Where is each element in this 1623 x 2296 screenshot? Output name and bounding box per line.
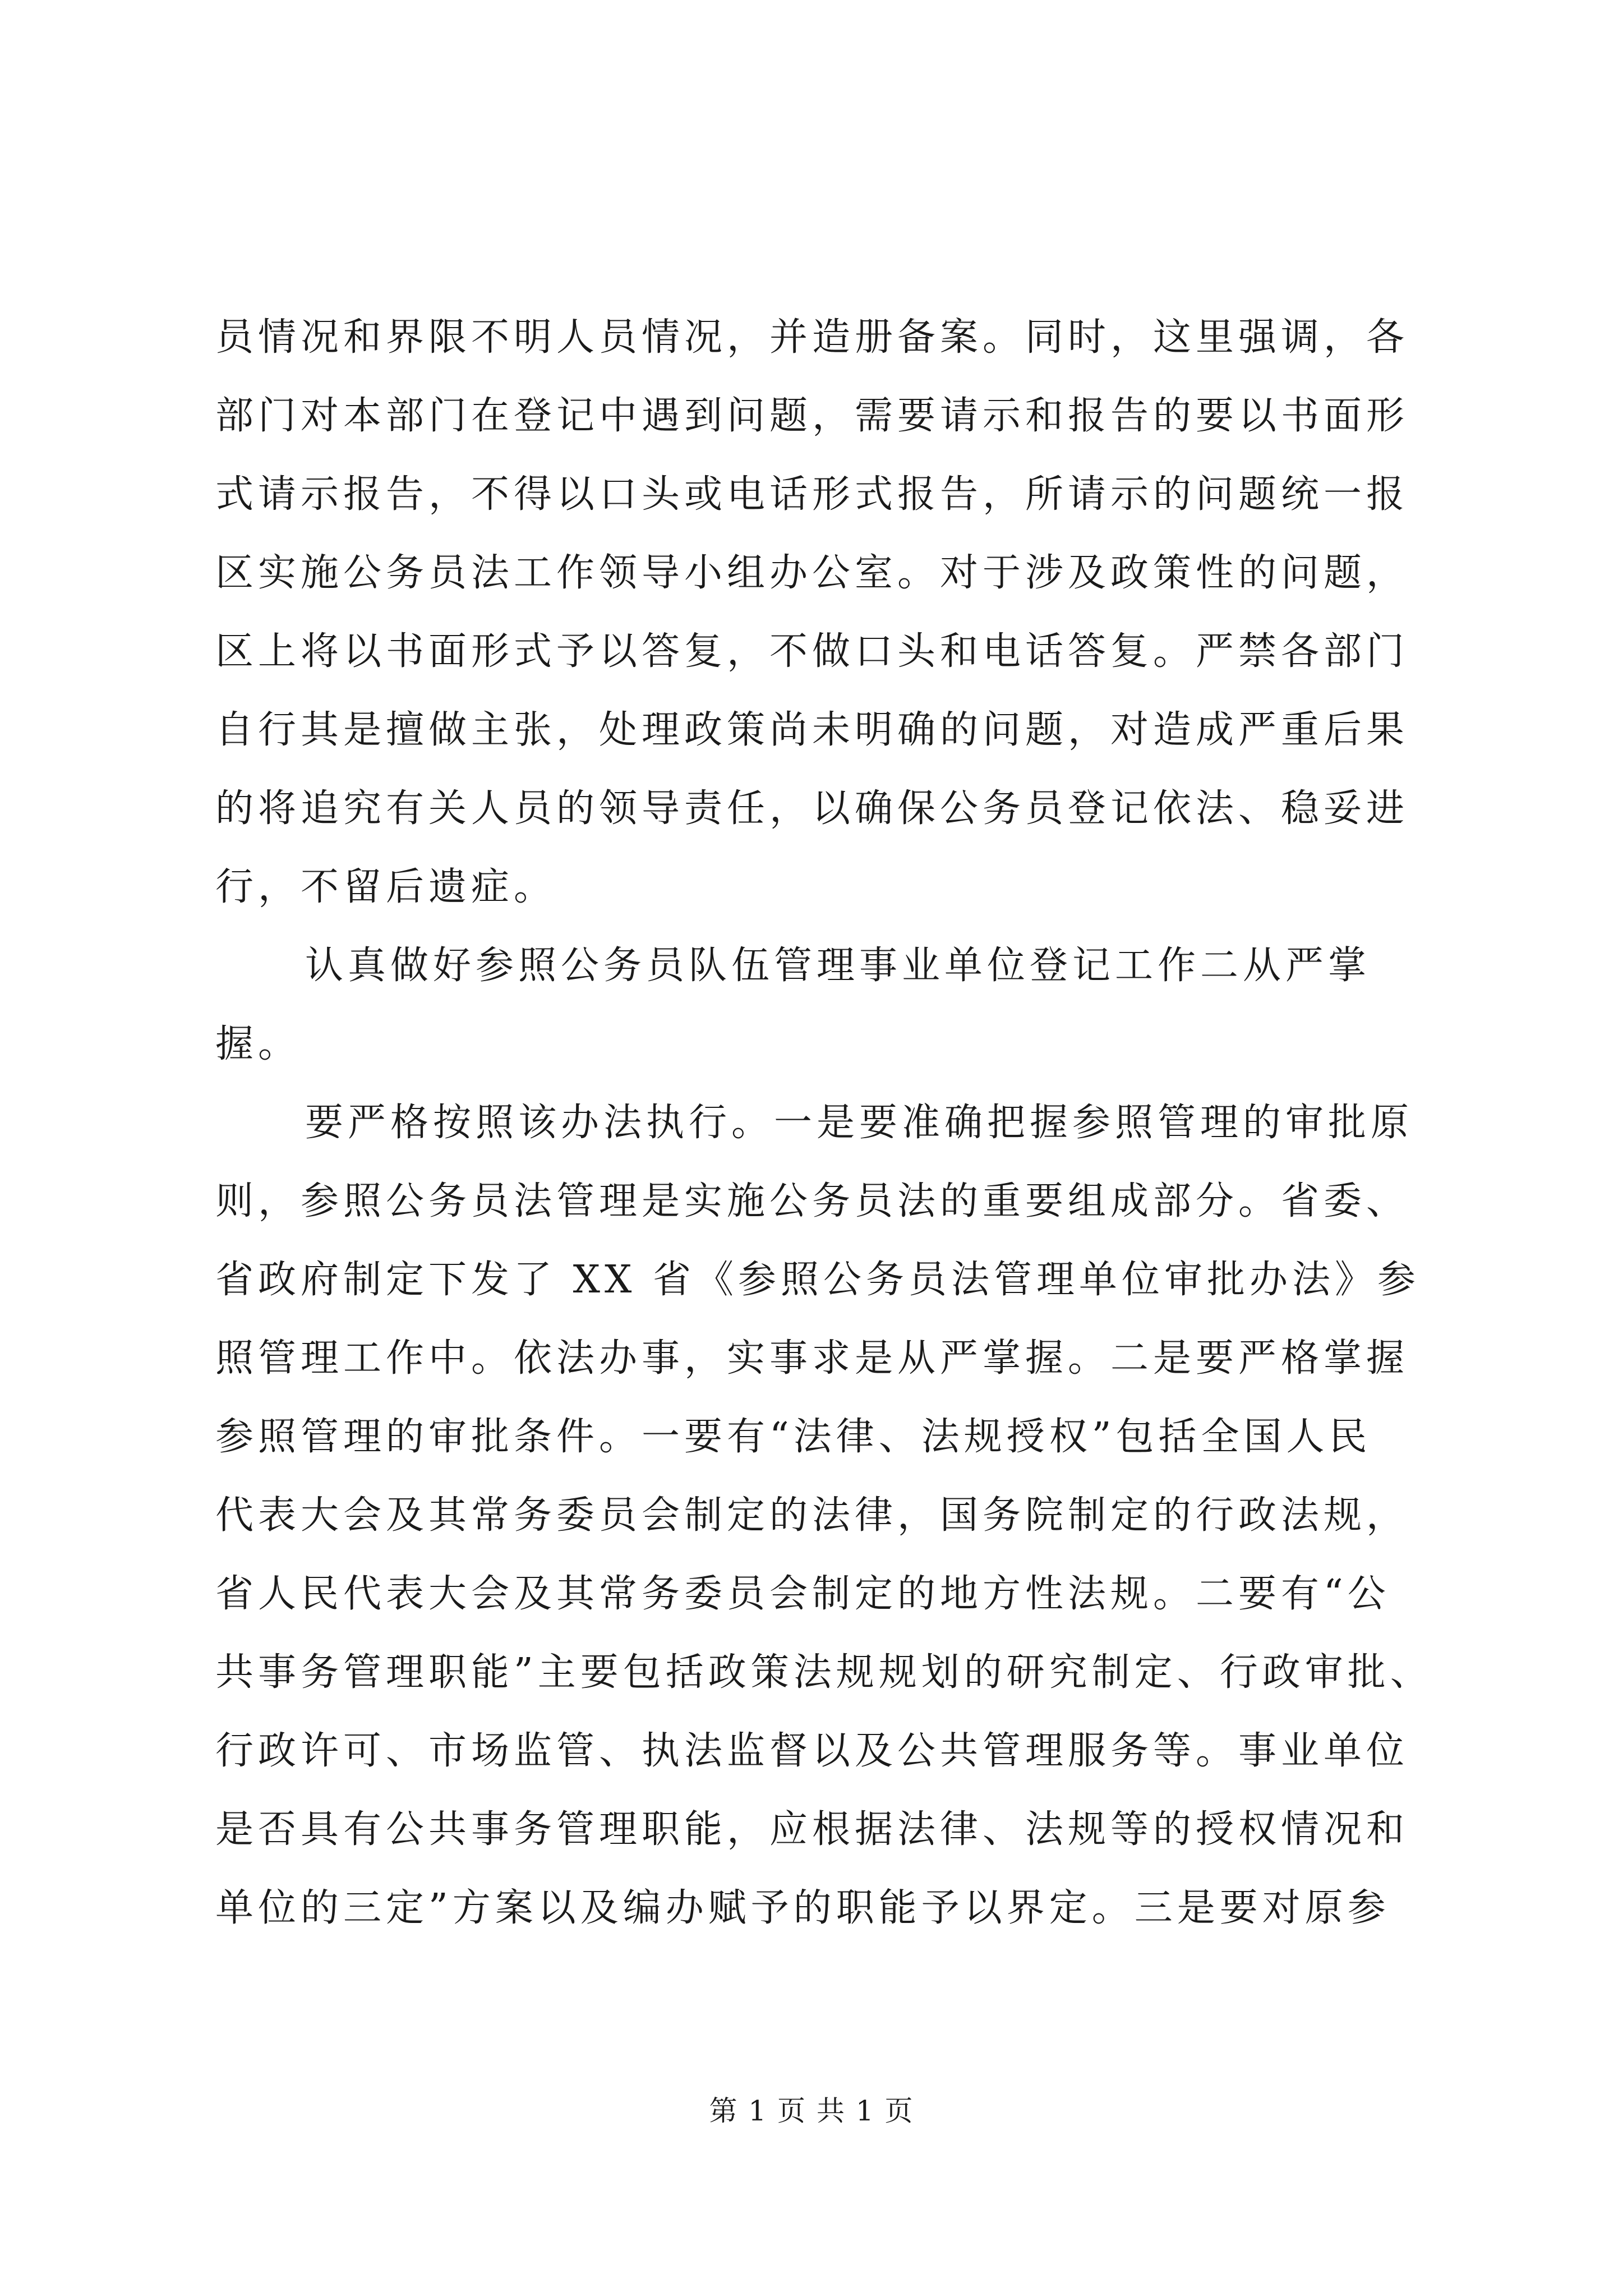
text-line: 是否具有公共事务管理职能，应根据法律、法规等的授权情况和 bbox=[215, 1807, 1409, 1852]
text-line: 要严格按照该办法执行。一是要准确把握参照管理的审批原 bbox=[305, 1101, 1414, 1145]
text-line: 行政许可、市场监管、执法监督以及公共管理服务等。事业单位 bbox=[215, 1729, 1409, 1773]
page-footer: 第 1 页 共 1 页 bbox=[709, 2095, 914, 2127]
text-line: 共事务管理职能”主要包括政策法规规划的研究制定、行政审批、 bbox=[215, 1650, 1433, 1695]
text-line: 行，不留后遗症。 bbox=[215, 865, 557, 909]
text-line: 式请示报告，不得以口头或电话形式报告，所请示的问题统一报 bbox=[215, 472, 1409, 517]
text-line: 认真做好参照公务员队伍管理事业单位登记工作二从严掌 bbox=[305, 944, 1371, 988]
text-line: 的将追究有关人员的领导责任，以确保公务员登记依法、稳妥进 bbox=[215, 786, 1409, 831]
text-line: 区上将以书面形式予以答复，不做口头和电话答复。严禁各部门 bbox=[215, 629, 1409, 674]
text-line: 照管理工作中。依法办事，实事求是从严掌握。二是要严格掌握 bbox=[215, 1336, 1409, 1381]
text-line: 参照管理的审批条件。一要有“法律、法规授权”包括全国人民 bbox=[215, 1415, 1372, 1459]
text-line: 代表大会及其常务委员会制定的法律，国务院制定的行政法规， bbox=[215, 1493, 1409, 1538]
document-body bbox=[215, 298, 1433, 1948]
text-line: 部门对本部门在登记中遇到问题，需要请示和报告的要以书面形 bbox=[215, 394, 1409, 438]
text-line: 单位的三定”方案以及编办赋予的职能予以界定。三是要对原参 bbox=[215, 1886, 1390, 1930]
text-line: 自行其是擅做主张，处理政策尚未明确的问题，对造成严重后果 bbox=[215, 708, 1409, 752]
text-line: 员情况和界限不明人员情况，并造册备案。同时，这里强调，各 bbox=[215, 315, 1409, 360]
text-line: 则，参照公务员法管理是实施公务员法的重要组成部分。省委、 bbox=[215, 1179, 1409, 1223]
text-line: 区实施公务员法工作领导小组办公室。对于涉及政策性的问题， bbox=[215, 551, 1409, 595]
text-line: 省人民代表大会及其常务委员会制定的地方性法规。二要有“公 bbox=[215, 1572, 1390, 1616]
text-line: 省政府制定下发了 XX 省《参照公务员法管理单位审批办法》参 bbox=[215, 1258, 1421, 1302]
text-line: 握。 bbox=[215, 1022, 301, 1066]
